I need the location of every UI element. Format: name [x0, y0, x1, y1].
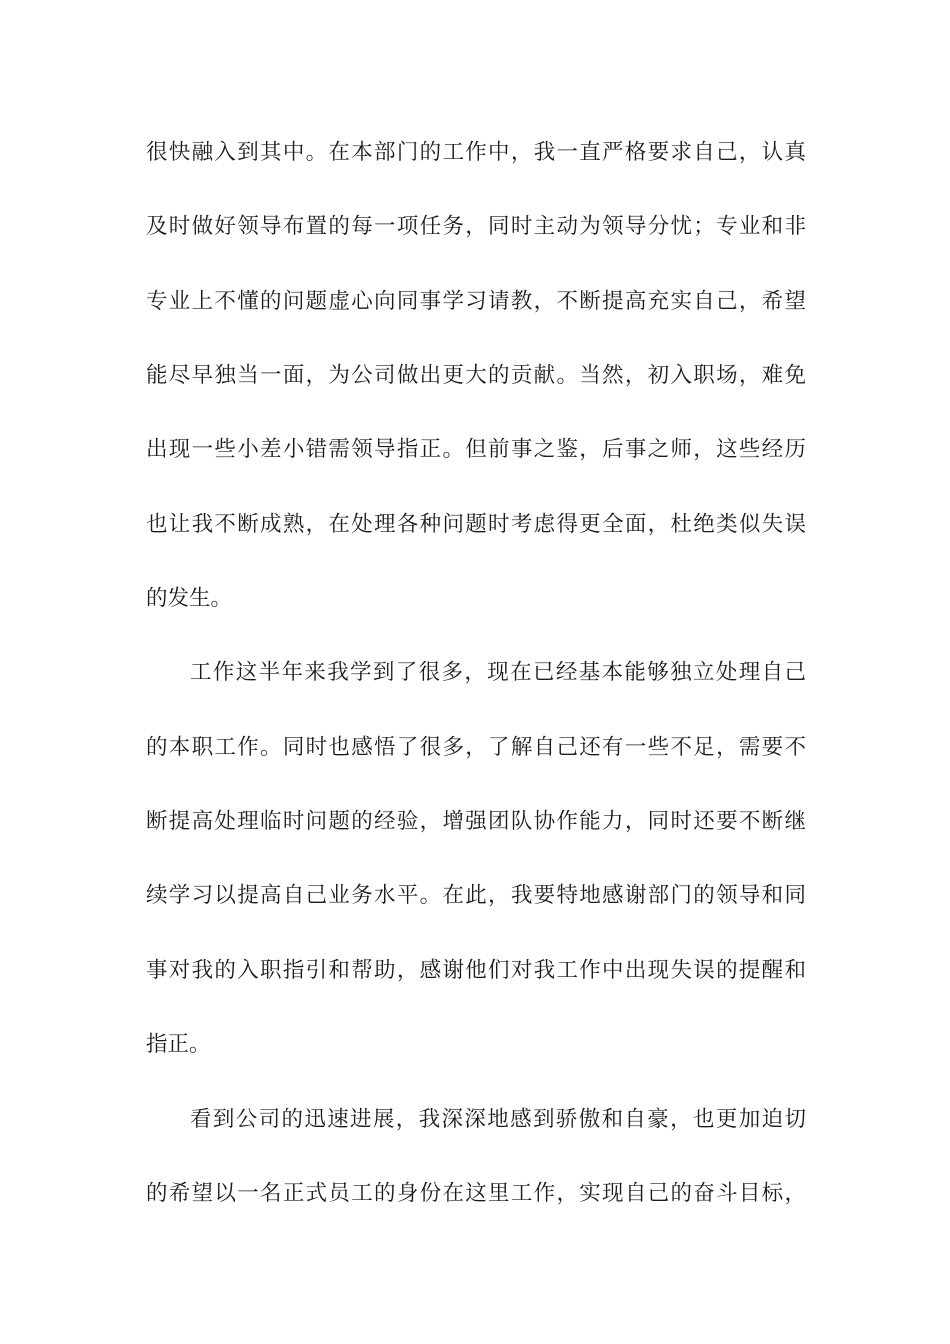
text-line: 出现一些小差小错需领导指正。但前事之鉴，后事之师，这些经历 [146, 437, 806, 462]
text-line: 的希望以一名正式员工的身份在这里工作，实现自己的奋斗目标， [146, 1181, 806, 1206]
text-line: 续学习以提高自己业务水平。在此，我要特地感谢部门的领导和同 [146, 883, 806, 908]
paragraph-first-line: 工作这半年来我学到了很多，现在已经基本能够独立处理自己 [190, 660, 806, 685]
paragraph-end-line: 的发生。 [146, 586, 233, 611]
text-line: 的本职工作。同时也感悟了很多，了解自己还有一些不足，需要不 [146, 735, 806, 760]
text-line: 也让我不断成熟，在处理各种问题时考虑得更全面，杜绝类似失误 [146, 512, 806, 537]
text-line: 能尽早独当一面，为公司做出更大的贡献。当然，初入职场，难免 [146, 363, 806, 388]
paragraph-end-line: 指正。 [146, 1032, 211, 1057]
text-line: 专业上不懂的问题虚心向同事学习请教，不断提高充实自己，希望 [146, 289, 806, 314]
paragraph-first-line: 看到公司的迅速进展，我深深地感到骄傲和自豪，也更加迫切 [190, 1107, 806, 1132]
text-line: 及时做好领导布置的每一项任务，同时主动为领导分忧；专业和非 [146, 214, 806, 239]
text-line: 很快融入到其中。在本部门的工作中，我一直严格要求自己，认真 [146, 140, 806, 165]
text-line: 断提高处理临时问题的经验，增强团队协作能力，同时还要不断继 [146, 809, 806, 834]
text-line: 事对我的入职指引和帮助，感谢他们对我工作中出现失误的提醒和 [146, 958, 806, 983]
